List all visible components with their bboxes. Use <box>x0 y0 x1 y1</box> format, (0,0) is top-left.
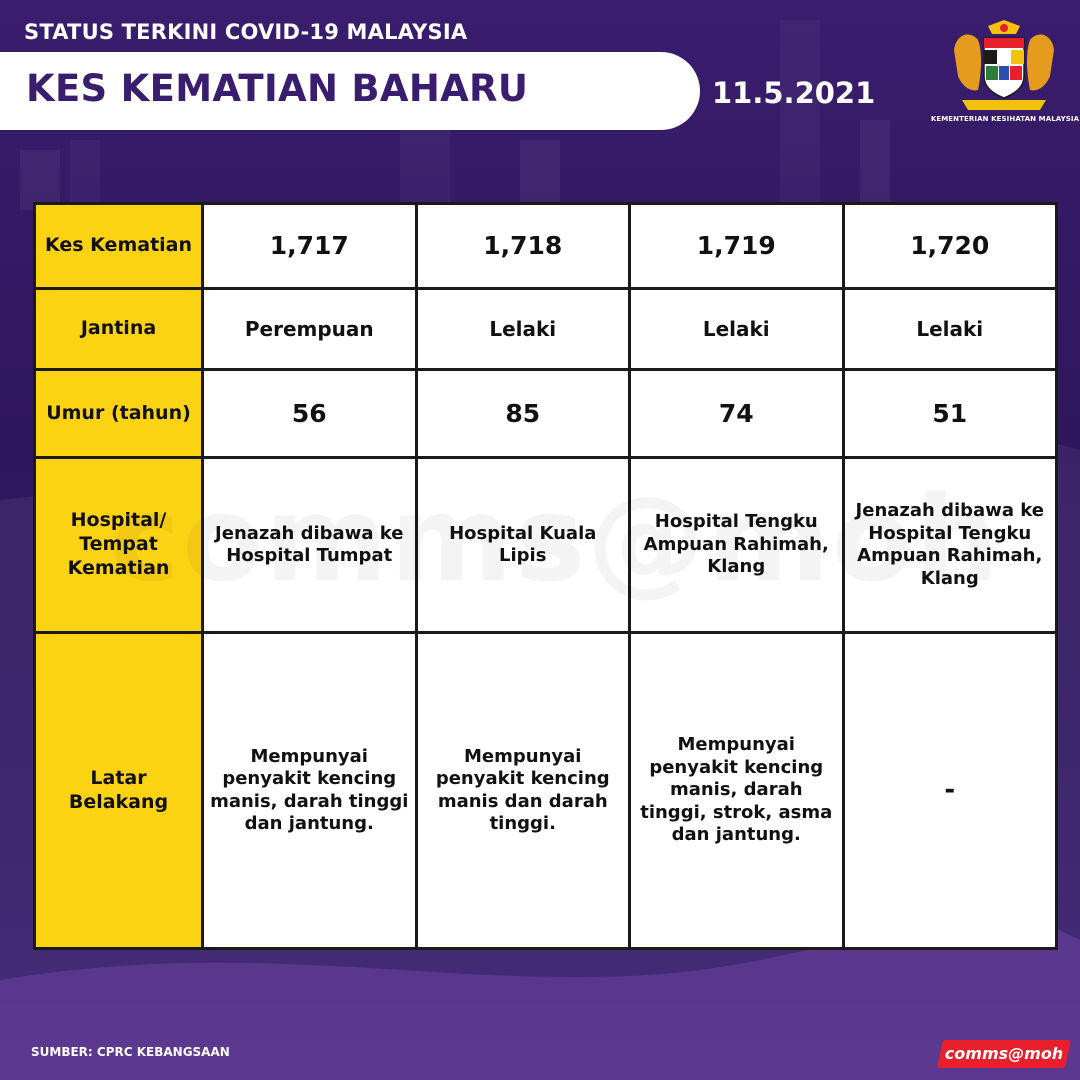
table-row-age <box>35 370 1057 458</box>
table-row-background <box>35 633 1057 949</box>
brand-badge-label: comms@moh <box>944 1044 1064 1063</box>
table-row-gender <box>35 289 1057 370</box>
case-number: 1,719 <box>630 204 844 289</box>
case-hospital: Hospital Tengku Ampuan Rahimah, Klang <box>630 458 844 633</box>
report-date: 11.5.2021 <box>712 76 876 110</box>
case-number: 1,720 <box>843 204 1057 289</box>
case-hospital: Hospital Kuala Lipis <box>416 458 630 633</box>
row-label-gender: Jantina <box>35 289 203 370</box>
case-number: 1,718 <box>416 204 630 289</box>
table-row-hospital <box>35 458 1057 633</box>
case-age: 56 <box>203 370 417 458</box>
case-gender: Lelaki <box>630 289 844 370</box>
case-gender: Lelaki <box>416 289 630 370</box>
ministry-label: KEMENTERIAN KESIHATAN MALAYSIA <box>930 115 1080 123</box>
table-row-case-number <box>35 204 1057 289</box>
case-age: 85 <box>416 370 630 458</box>
case-number: 1,717 <box>203 204 417 289</box>
row-label-hospital: Hospital/ Tempat Kematian <box>35 458 203 633</box>
case-background: Mempunyai penyakit kencing manis dan darah tinggi. <box>416 633 630 949</box>
case-hospital: Jenazah dibawa ke Hospital Tumpat <box>203 458 417 633</box>
source-note: SUMBER: CPRC KEBANGSAAN <box>31 1045 230 1059</box>
page-title: KES KEMATIAN BAHARU <box>26 67 529 110</box>
case-background: Mempunyai penyakit kencing manis, darah tinggi dan jantung. <box>203 633 417 949</box>
malaysia-coat-of-arms-icon <box>948 20 1060 112</box>
case-gender: Perempuan <box>203 289 417 370</box>
case-age: 51 <box>843 370 1057 458</box>
case-gender: Lelaki <box>843 289 1057 370</box>
row-label-background: Latar Belakang <box>35 633 203 949</box>
case-hospital: Jenazah dibawa ke Hospital Tengku Ampuan Rahimah, Klang <box>843 458 1057 633</box>
case-background: Mempunyai penyakit kencing manis, darah tinggi, strok, asma dan jantung. <box>630 633 844 949</box>
status-subtitle: STATUS TERKINI COVID-19 MALAYSIA <box>24 20 468 44</box>
case-age: 74 <box>630 370 844 458</box>
title-banner <box>0 52 700 130</box>
row-label-age: Umur (tahun) <box>35 370 203 458</box>
case-background: - <box>843 633 1057 949</box>
row-label-case: Kes Kematian <box>35 204 203 289</box>
death-cases-table <box>33 202 1058 950</box>
